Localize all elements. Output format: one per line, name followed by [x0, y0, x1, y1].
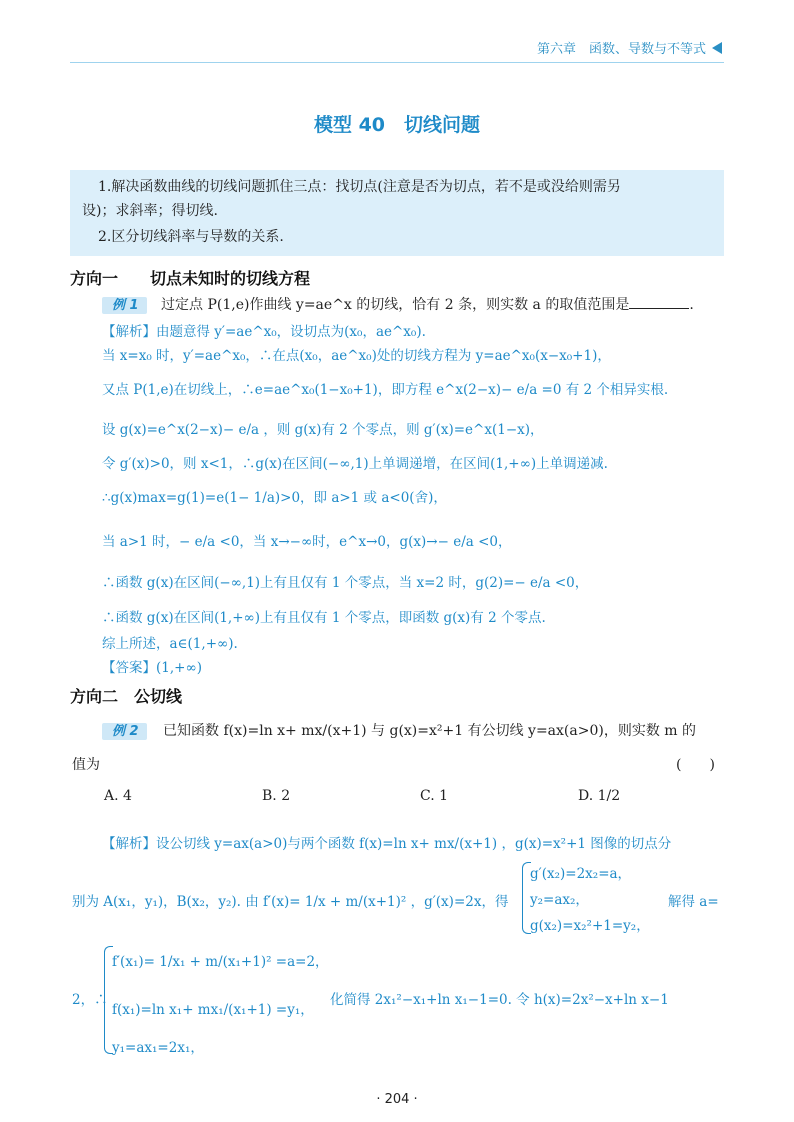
solution-line: 当 a>1 时，− e/a <0，当 x→−∞时，e^x→0，g(x)→− e/a <0，: [102, 534, 512, 550]
chapter-title: 第六章 函数、导数与不等式: [536, 42, 706, 57]
header-divider: [70, 62, 724, 63]
solution-line: 别为 A(x₁，y₁)，B(x₂，y₂). 由 f′(x)= 1/x + m/(x+1)² ，g′(x)=2x，得: [72, 894, 509, 910]
solution-line: 设 g(x)=e^x(2−x)− e/a ，则 g(x)有 2 个零点，则 g′(x)=e^x(1−x)，: [102, 422, 544, 438]
example-2-text: 已知函数 f(x)=ln x+ mx/(x+1) 与 g(x)=x²+1 有公切线 y=ax(a>0)，则实数 m 的: [163, 723, 697, 739]
summary-box: [70, 170, 724, 256]
solution-line: 化简得 2x₁²−x₁+ln x₁−1=0. 令 h(x)=2x²−x+ln x−1: [330, 992, 669, 1008]
solution-line: 2，∴: [72, 992, 108, 1008]
summary-line-2: 设)；求斜率；得切线.: [82, 203, 218, 219]
solution-line: 当 x=x₀ 时，y′=ae^x₀，∴在点(x₀，ae^x₀)处的切线方程为 y=ae^x₀(x−x₀+1)，: [102, 348, 611, 364]
system-eq: y₁=ax₁=2x₁，: [112, 1040, 204, 1056]
system-eq: y₂=ax₂，: [530, 892, 589, 908]
option-b: B. 2: [262, 788, 291, 804]
summary-line-1: 1.解决函数曲线的切线问题抓住三点：找切点(注意是否为切点，若不是或没给则需另: [98, 179, 621, 195]
page-number: · 204 ·: [376, 1092, 418, 1107]
solution-line: ∴函数 g(x)在区间(−∞,1)上有且仅有 1 个零点，当 x=2 时，g(2)=− e/a <0，: [102, 575, 589, 591]
solution-line: 解得 a=: [668, 894, 719, 910]
system-eq: g(x₂)=x₂²+1=y₂，: [530, 918, 650, 934]
triangle-left-icon: [712, 42, 722, 54]
system-eq: f(x₁)=ln x₁+ mx₁/(x₁+1) =y₁，: [112, 1002, 314, 1018]
section-heading-1: 方向一 切点未知时的切线方程: [70, 269, 311, 288]
option-d: D. 1/2: [578, 788, 621, 804]
solution-line: 【解析】由题意得 y′=ae^x₀，设切点为(x₀，ae^x₀).: [102, 324, 426, 340]
page-title: 模型 40 切线问题: [313, 114, 481, 136]
solution-line: 【解析】设公切线 y=ax(a>0)与两个函数 f(x)=ln x+ mx/(x+1) ，g(x)=x²+1 图像的切点分: [102, 836, 672, 852]
example-2-text-cont: 值为: [72, 757, 100, 773]
solution-line: ∴g(x)max=g(1)=e(1− 1/a)>0，即 a>1 或 a<0(舍)，: [102, 490, 447, 506]
running-header: [70, 36, 724, 60]
option-a: A. 4: [104, 788, 132, 804]
solution-line: 又点 P(1,e)在切线上，∴e=ae^x₀(1−x₀+1)，即方程 e^x(2−x)− e/a =0 有 2 个相异实根.: [102, 382, 669, 398]
example-2-badge: 例 2: [102, 723, 147, 740]
solution-line: 令 g′(x)>0，则 x<1，∴g(x)在区间(−∞,1)上单调递增，在区间(1,+∞)上单调递减.: [102, 456, 608, 472]
solution-line: 综上所述，a∈(1,+∞).: [102, 636, 238, 652]
summary-line-3: 2.区分切线斜率与导数的关系.: [98, 229, 284, 245]
option-c: C. 1: [420, 788, 449, 804]
solution-line: ∴函数 g(x)在区间(1,+∞)上有且仅有 1 个零点，即函数 g(x)有 2 个零点.: [102, 610, 546, 626]
answer-paren: ( ): [676, 757, 715, 773]
example-1-text: 过定点 P(1,e)作曲线 y=ae^x 的切线，恰有 2 条，则实数 a 的取值范围是: [161, 297, 630, 313]
system-eq: g′(x₂)=2x₂=a，: [530, 866, 632, 882]
answer-line: 【答案】(1,+∞): [102, 660, 202, 676]
example-2-question: [102, 720, 696, 740]
answer-blank: [629, 294, 689, 309]
section-heading-2: 方向二 公切线: [70, 687, 183, 706]
example-1-badge: 例 1: [102, 297, 147, 314]
example-1-question: 例 1 过定点 P(1,e)作曲线 y=ae^x 的切线，恰有 2 条，则实数 a 的取值范围是 .: [102, 294, 732, 314]
system-eq: f′(x₁)= 1/x₁ + m/(x₁+1)² =a=2，: [112, 954, 329, 970]
